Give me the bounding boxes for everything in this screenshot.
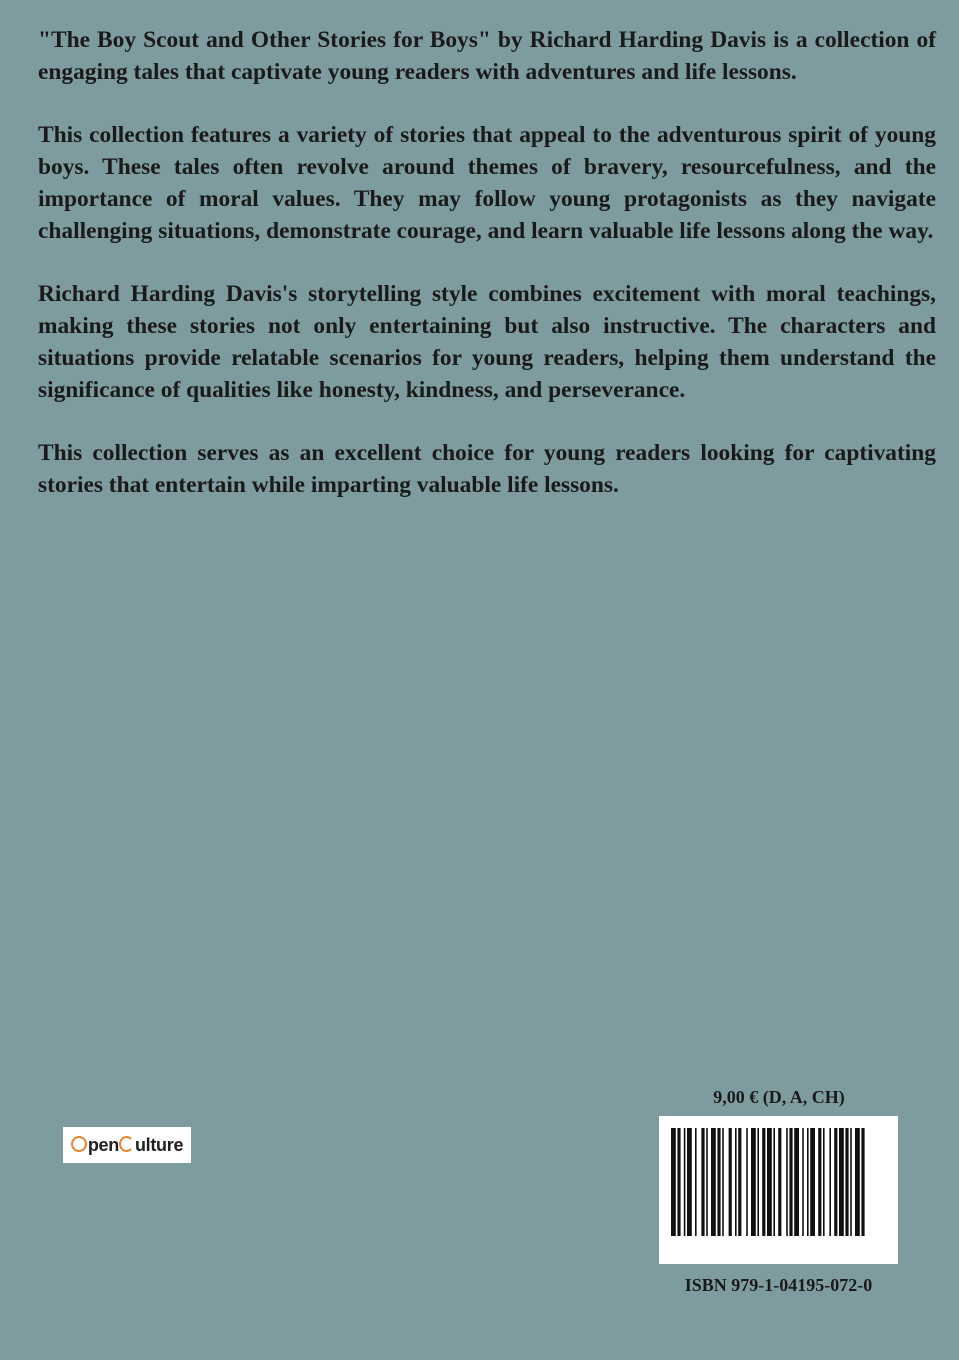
barcode-bar [738,1128,741,1236]
logo-text-b: ulture [134,1134,184,1155]
barcode-bar [717,1128,720,1236]
barcode-bar [823,1128,825,1236]
logo-o-ring-icon [71,1136,87,1152]
barcode-bar [677,1128,680,1236]
barcode-bar [850,1128,852,1236]
barcode-bar [829,1128,831,1236]
barcode-bar [845,1128,848,1236]
barcode-bar [706,1128,708,1236]
barcode-bar [789,1128,792,1236]
barcode-icon [671,1128,886,1236]
barcode-bar [762,1128,765,1236]
barcode-bar [778,1128,781,1236]
barcode-bar [701,1128,704,1236]
barcode-bar [802,1128,804,1236]
logo-c-ring-icon [119,1136,134,1152]
barcode-bar [767,1128,772,1236]
blurb-paragraph-2: This collection features a variety of stories that appeal to the adventurous spirit of young boys. These tales often revolve around themes of bravery, resourcefulness, and the importance of moral values. They may follow young protagonists as they navigate challenging situations, demonstrate courage, and learn valuable life lessons along the way. [38,122,936,244]
blurb-paragraph-3: Richard Harding Davis's storytelling style combines excitement with moral teachings, making these stories not only entertaining but also instructive. The characters and situations provide relatable scenarios for young readers, helping them understand the significance of qualities like honesty, kindness, and perseverance. [38,281,936,403]
barcode-bar [855,1128,860,1236]
publisher-logo [63,1127,191,1163]
barcode-bar [722,1128,724,1236]
barcode-bar [751,1128,756,1236]
blurb-paragraph-1: "The Boy Scout and Other Stories for Boys" by Richard Harding Davis is a collection of engaging tales that captivate young readers with adventures and life lessons. [38,27,936,85]
back-cover-blurb [38,24,936,532]
publisher-logo-wordmark [71,1135,183,1156]
barcode-box [659,1116,898,1264]
barcode-bar [861,1128,864,1236]
barcode-bar [687,1128,692,1236]
barcode-bar [794,1128,799,1236]
barcode-bar [729,1128,732,1236]
barcode-bar [757,1128,759,1236]
barcode-bar [807,1128,809,1236]
barcode-bar [746,1128,748,1236]
barcode-bar [735,1128,737,1236]
barcode-bar [818,1128,821,1236]
barcode-bar [839,1128,844,1236]
price-label: 9,00 € (D, A, CH) [713,1087,845,1107]
barcode-bar [695,1128,697,1236]
blurb-paragraph-4: This collection serves as an excellent choice for young readers looking for captivating stories that entertain while imparting valuable life lessons. [38,440,936,498]
barcode-bar [671,1128,676,1236]
logo-text-a: pen [87,1134,119,1155]
barcode-bar [786,1128,788,1236]
barcode-bar [684,1128,686,1236]
barcode-bar [773,1128,775,1236]
barcode-bar [810,1128,815,1236]
barcode-bar [834,1128,837,1236]
barcode-bar [711,1128,716,1236]
isbn-label: ISBN 979-1-04195-072-0 [684,1275,873,1295]
